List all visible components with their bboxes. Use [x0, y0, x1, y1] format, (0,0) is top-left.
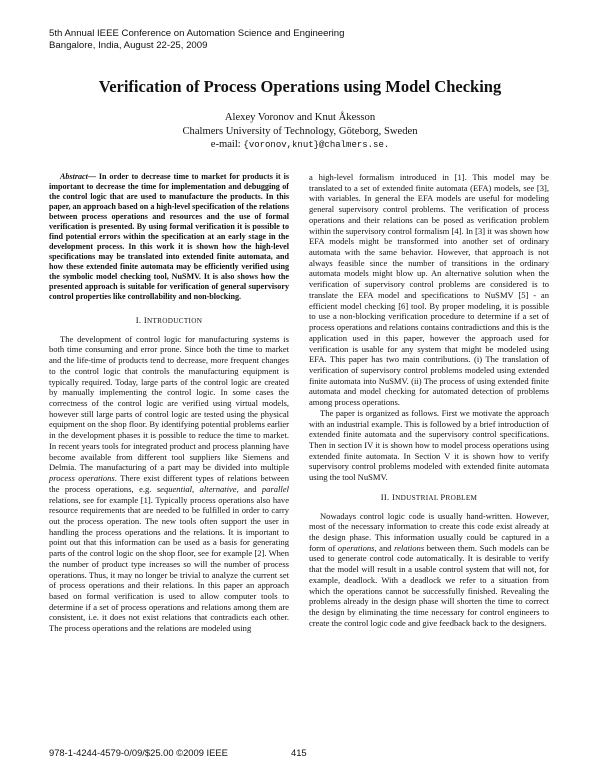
email-label: e-mail:: [210, 139, 241, 150]
abstract-label: Abstract: [60, 172, 88, 181]
conference-location: Bangalore, India, August 22-25, 2009: [49, 40, 208, 51]
author-email: [0, 138, 600, 153]
section-numeral: I.: [135, 315, 144, 325]
section-initial: I: [391, 491, 396, 502]
intro-paragraph-1: The development of control logic for manufacturing systems is both time consuming and error prone. Since both the time to market and the life-time of products tend to decrease, more frequent changes to the control logic that controls the manufacturing equipment is typically required. Today, large parts of the control logic are created by manually implementing the control logic. In some cases the correctness of the control logic are verified using virtual models, however still large parts of control logic are tested using the physical equipment on the shop floor. By identifying potential problems earlier in the development phases it is possible to reduce the time to market. In recent years tools for integrated product and process planning have become available from different tool suppliers like Siemens and Delmia. The manufacturing of a part may be divided into multiple process operations. There exist different types of relations between the process operations, e.g. sequential, alternative, and parallel relations, see for example [1]. Typically process operations also have resource requirements that are needed to be fulfilled in order to carry out the process operation. The new tools often support the user in handling the process operations and the relations. It is important to point out that this information can be used as a basis for generating parts of the control logic on the shop floor, see for example [2]. When the number of product type increases so will the number of process operations. Thus, it may no longer be trivial to analyze the current set of process operations and their relations. In this paper an approach based on formal verification is used to allow computer tools to determine if a set of process operations and relations among them are consistent, i.e. it does not exist relations that contradicts each other. The process operations and the relations are modeled using: [49, 333, 289, 634]
author-block: [0, 111, 600, 153]
paper-title: Verification of Process Operations using Model Checking: [98, 77, 502, 96]
section-initial: P: [440, 491, 446, 502]
conference-header: [49, 28, 449, 52]
copyright-notice: 978-1-4244-4579-0/09/$25.00 ©2009 IEEE: [49, 747, 228, 758]
right-column: [309, 172, 549, 628]
section-title-rest: NTRODUCTION: [147, 317, 203, 325]
section-title-rest: NDUSTRIAL: [395, 493, 441, 502]
abstract-text: In order to decrease time to market for products it is important to decrease the time for implementation and debugging of the control logic that are used to manufacture the products. In this paper, an approach based on a high-level specification of the relations between process operations and resources and the use of formal verification is presented. By using formal verification it is possible to find potential errors within the specification at an early stage in the development process. In this work it is shown how the high-level specifications may be translated into extended finite automata, and how these extended finite automata may be efficiently verified using the symbolic model checking tool, NuSMV. It is also shows how the presented approach is suitable for verification of general supervisory control properties like controllability and non-blocking.: [49, 172, 289, 301]
industrial-paragraph-1: Nowadays control logic code is usually hand-written. However, most of the necessary information to create this code exist already at the design phase. This information usually could be captured in a form of operations, and relations between them. Such models can be used to generate control code automatically. It is desirable to verify that the model will result in a usable control system that will not, for example, deadlock. With a deadlock we refer to a situation from which the operations cannot be successfully finished. Revealing the problems already in the design phase will shorten the time to correct the design by eliminating the time necessary for control engineers to create the control logic code and give feedback back to the designers.: [309, 510, 549, 628]
intro-paragraph-organization: The paper is organized as follows. First we motivate the approach with an industrial example. This is followed by a brief introduction of extended finite automata and the supervisory control specifications. Then in section IV it is shown how to model process operations using extended finite automata. In Section V it is shown how to verify supervisory control problems modeled with extended finite automata using the tool NuSMV.: [309, 407, 549, 483]
author-names: Alexey Voronov and Knut Åkesson: [224, 112, 376, 123]
abstract-dash: —: [87, 172, 99, 181]
abstract: [49, 172, 289, 302]
left-column: [49, 172, 289, 634]
section-heading-introduction: [49, 315, 289, 327]
page-number: 415: [291, 747, 307, 758]
section-title-rest: ROBLEM: [445, 493, 478, 502]
section-numeral: II.: [380, 491, 392, 502]
section-initial: I: [143, 315, 147, 325]
author-affiliation: Chalmers University of Technology, Göteborg, Sweden: [182, 125, 418, 137]
intro-paragraph-continued: a high-level formalism introduced in [1]. This model may be translated to a set of extended finite automata (EFA) models, see [3], with variables. In general the EFA models are useful for modeling general supervisory control problems. The verification of process operations and their relations can be posed as verification problem within the supervisory control formalism [4]. In [3] it was shown how EFA models might be transformed into another set of ordinary automata with the same behavior. However, that approach is not always feasible since the number of transitions in the ordinary automata models might blow up. An alternative solution when the verification of supervisory control problems are considered is to translate the EFA model and specifications to NuSMV [5] - an efficient model checking [6] tool. By proper modeling, it is possible to use a non-blocking verification procedure to determine if a set of process operations and relations contains contradictions and this is the application used in this paper, however the approach used for verification is usable for any system that might be modeled using EFA. This paper has two main contributions. (i) The translation of verification of supervisory control problems modeled using extended finite automata into NuSMV. (ii) The process of using extended finite automata and model checking for automated detection of problems among process operations.: [309, 172, 549, 408]
email-address: {voronov,knut}@chalmers.se.: [243, 140, 390, 150]
conference-name: 5th Annual IEEE Conference on Automation Science and Engineering: [49, 28, 345, 39]
section-heading-industrial-problem: [309, 492, 549, 504]
